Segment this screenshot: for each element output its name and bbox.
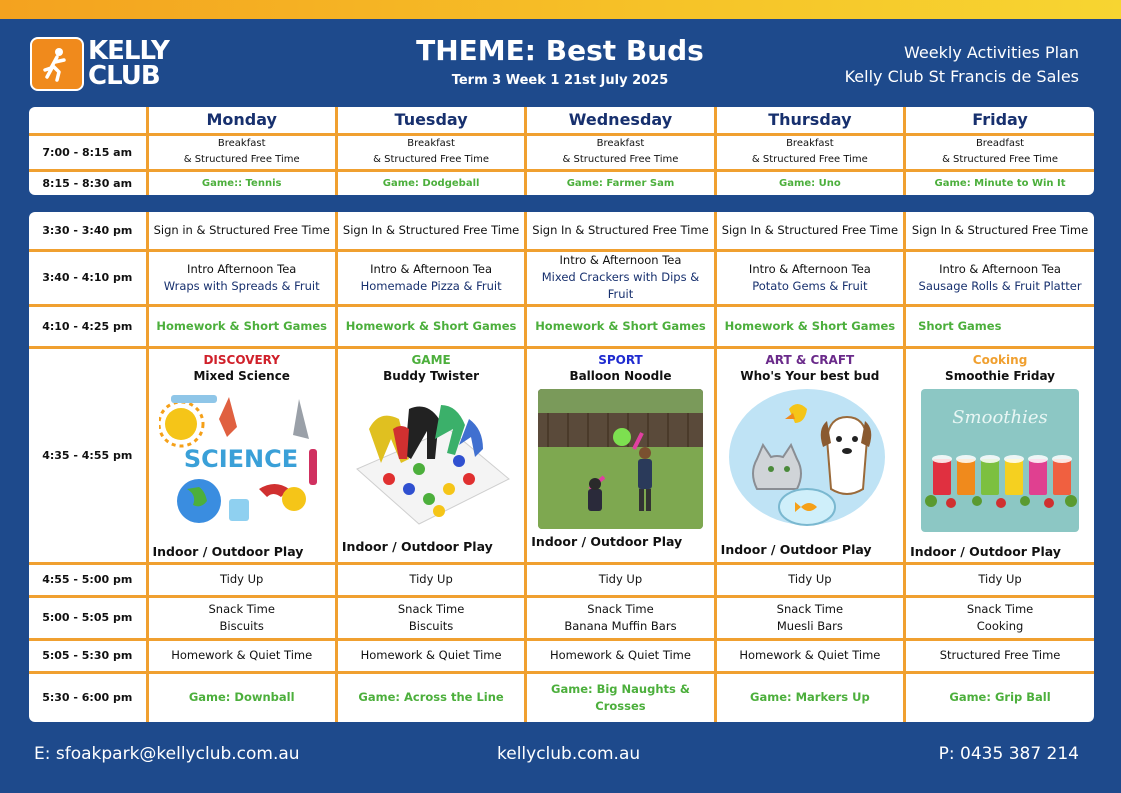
- schedule-cell: Intro & Afternoon Tea Sausage Rolls & Fruit Platter: [905, 250, 1094, 305]
- schedule-cell: Structured Free Time: [905, 639, 1094, 672]
- schedule-cell: Sign In & Structured Free Time: [905, 212, 1094, 250]
- schedule-cell: Breakfast & Structured Free Time: [147, 134, 336, 170]
- balloon-photo: [538, 389, 703, 529]
- activity-title: Balloon Noodle: [569, 368, 672, 383]
- schedule-cell: Short Games: [905, 305, 1094, 347]
- day-friday: Friday: [905, 107, 1094, 134]
- schedule-cell: Game:: Tennis: [147, 170, 336, 195]
- schedule-cell: Tidy Up: [336, 563, 525, 596]
- logo-line2: CLUB: [88, 61, 160, 91]
- activity-footnote: Indoor / Outdoor Play: [152, 543, 304, 559]
- time-slot: 7:00 - 8:15 am: [29, 134, 147, 170]
- schedule-cell: Game: Markers Up: [715, 672, 904, 722]
- table-row: [29, 672, 1094, 722]
- top-color-bar: [0, 0, 1121, 19]
- day-wednesday: Wednesday: [526, 107, 715, 134]
- activity-title: Smoothie Friday: [945, 368, 1055, 383]
- theme-title: THEME: Best Buds: [416, 34, 704, 67]
- time-slot: 3:40 - 4:10 pm: [29, 250, 147, 305]
- schedule-cell: Snack Time Muesli Bars: [715, 596, 904, 639]
- schedule-cell: Game: Farmer Sam: [526, 170, 715, 195]
- schedule-cell: Breakfast & Structured Free Time: [526, 134, 715, 170]
- schedule-cell: Game: Across the Line: [336, 672, 525, 722]
- schedule-cell: Intro & Afternoon Tea Mixed Crackers with Dips & Fruit: [526, 250, 715, 305]
- time-slot: 4:55 - 5:00 pm: [29, 563, 147, 596]
- schedule-cell: Breadfast & Structured Free Time: [905, 134, 1094, 170]
- table-row: [29, 596, 1094, 639]
- schedule-cell: Tidy Up: [715, 563, 904, 596]
- schedule-cell: Snack Time Banana Muffin Bars: [526, 596, 715, 639]
- time-slot: 5:30 - 6:00 pm: [29, 672, 147, 722]
- table-row: [29, 305, 1094, 347]
- activity-category: DISCOVERY: [203, 352, 280, 367]
- logo-text: [88, 36, 169, 91]
- activity-category: Cooking: [972, 352, 1028, 367]
- table-row: [29, 250, 1094, 305]
- science-illustration: [159, 389, 324, 529]
- table-row: [29, 170, 1094, 195]
- table-row: [29, 563, 1094, 596]
- activity-footnote: Indoor / Outdoor Play: [910, 543, 1061, 559]
- time-slot: 4:35 - 4:55 pm: [29, 347, 147, 563]
- activity-cell: [526, 347, 715, 563]
- plan-line1: Weekly Activities Plan: [904, 43, 1079, 62]
- running-figure-icon: [30, 37, 84, 91]
- schedule-cell: Tidy Up: [905, 563, 1094, 596]
- time-slot: 3:30 - 3:40 pm: [29, 212, 147, 250]
- plan-line2: Kelly Club St Francis de Sales: [844, 67, 1079, 86]
- smoothies-illustration: [921, 389, 1079, 532]
- schedule-cell: Intro & Afternoon Tea Homemade Pizza & Fruit: [336, 250, 525, 305]
- plan-title: [845, 41, 1079, 89]
- schedule-cell: Homework & Quiet Time: [526, 639, 715, 672]
- schedule-cell: Game: Grip Ball: [949, 690, 1051, 705]
- day-header-row: [29, 107, 1094, 134]
- pets-illustration: [727, 389, 892, 529]
- activity-cell: [336, 347, 525, 563]
- schedule-cell: Intro Afternoon Tea Wraps with Spreads & Fruit: [147, 250, 336, 305]
- schedule-cell: Sign in & Structured Free Time: [147, 212, 336, 250]
- day-tuesday: Tuesday: [336, 107, 525, 134]
- schedule-cell: Snack Time Biscuits: [147, 596, 336, 639]
- schedule-cell: Game: Minute to Win It: [934, 177, 1066, 189]
- schedule-cell: Game: Big Naughts & Crosses: [526, 672, 715, 722]
- schedule-cell: Snack Time Cooking: [905, 596, 1094, 639]
- schedule-cell: Homework & Short Games: [336, 305, 525, 347]
- schedule-cell: Sign In & Structured Free Time: [526, 212, 715, 250]
- logo-line1: KELLY: [88, 36, 169, 67]
- schedule-cell: Homework & Short Games: [526, 305, 715, 347]
- footer-email[interactable]: E: sfoakpark@kellyclub.com.au: [34, 744, 300, 764]
- schedule-cell: Game: Uno: [715, 170, 904, 195]
- footer-phone[interactable]: P: 0435 387 214: [938, 744, 1079, 764]
- activity-category: ART & CRAFT: [765, 352, 855, 367]
- footer-website[interactable]: kellyclub.com.au: [497, 744, 641, 764]
- time-slot: 5:05 - 5:30 pm: [29, 639, 147, 672]
- afternoon-schedule: [29, 212, 1094, 722]
- activity-title: Who's Your best bud: [740, 368, 880, 383]
- schedule-cell: Sign In & Structured Free Time: [715, 212, 904, 250]
- svg-text:SCIENCE: SCIENCE: [184, 444, 299, 473]
- schedule-cell: Homework & Short Games: [715, 305, 904, 347]
- activity-row: [29, 347, 1094, 563]
- twister-illustration: [349, 389, 514, 529]
- table-row: [29, 639, 1094, 672]
- activity-cell: [147, 347, 336, 563]
- schedule-cell: Tidy Up: [526, 563, 715, 596]
- schedule-cell: Homework & Quiet Time: [336, 639, 525, 672]
- schedule-cell: Sign In & Structured Free Time: [336, 212, 525, 250]
- table-row: [29, 134, 1094, 170]
- activity-title: Mixed Science: [193, 368, 290, 383]
- day-thursday: Thursday: [715, 107, 904, 134]
- schedule-cell: Homework & Short Games: [147, 305, 336, 347]
- schedule-cell: Intro & Afternoon Tea Potato Gems & Fruit: [715, 250, 904, 305]
- activity-title: Buddy Twister: [383, 368, 480, 383]
- activity-cell: [715, 347, 904, 563]
- corner-cell: [29, 107, 147, 134]
- time-slot: 8:15 - 8:30 am: [29, 170, 147, 195]
- schedule-cell: Game: Downball: [147, 672, 336, 722]
- schedule-cell: Snack Time Biscuits: [336, 596, 525, 639]
- theme-subtitle: Term 3 Week 1 21st July 2025: [451, 73, 669, 88]
- kelly-club-logo: [30, 36, 175, 92]
- schedule-cell: Homework & Quiet Time: [715, 639, 904, 672]
- activity-cell: [905, 347, 1094, 563]
- time-slot: 5:00 - 5:05 pm: [29, 596, 147, 639]
- activity-footnote: Indoor / Outdoor Play: [341, 538, 493, 554]
- day-monday: Monday: [147, 107, 336, 134]
- morning-schedule: [29, 107, 1094, 195]
- table-row: [29, 212, 1094, 250]
- schedule-cell: Tidy Up: [147, 563, 336, 596]
- activity-footnote: Indoor / Outdoor Play: [531, 533, 683, 549]
- schedule-cell: Game: Dodgeball: [336, 170, 525, 195]
- schedule-cell: Homework & Quiet Time: [147, 639, 336, 672]
- schedule-cell: Breakfast & Structured Free Time: [715, 134, 904, 170]
- schedule-cell: Breakfast & Structured Free Time: [336, 134, 525, 170]
- activity-category: SPORT: [598, 352, 643, 367]
- activity-footnote: Indoor / Outdoor Play: [720, 541, 872, 557]
- time-slot: 4:10 - 4:25 pm: [29, 305, 147, 347]
- smoothies-script-text: Smoothies: [952, 406, 1048, 428]
- activity-category: GAME: [411, 352, 451, 367]
